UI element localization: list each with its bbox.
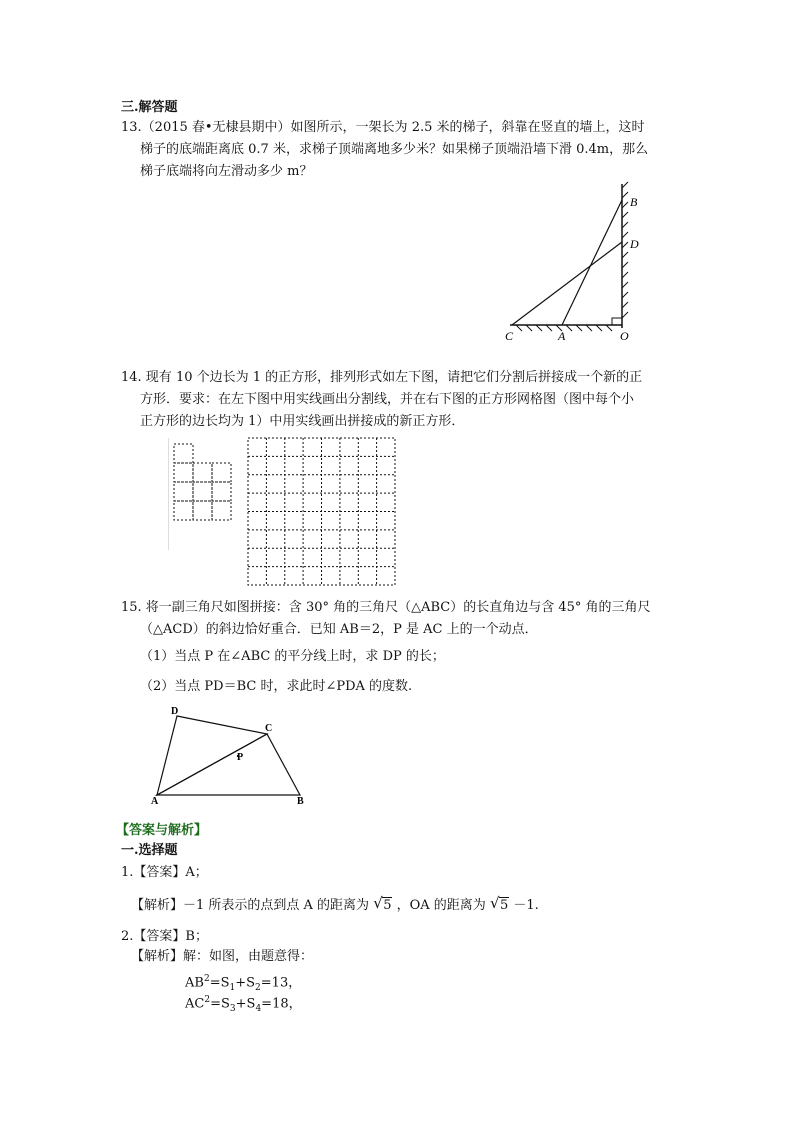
label-A: A (151, 796, 159, 807)
answer1-label: 1.【答案】A； (121, 865, 208, 880)
answers-section1: 一.选择题 (121, 843, 178, 858)
q15-sub2: （2）当点 PD＝BC 时，求此时∠PDA 的度数. (140, 679, 413, 694)
ladder-figure (500, 178, 650, 346)
triangles-figure (145, 700, 320, 810)
answer2-label: 2.【答案】B； (121, 929, 208, 944)
q15-sub1: （1）当点 P 在∠ABC 的平分线上时，求 DP 的长； (140, 649, 445, 664)
answer1-explanation: 【解析】－1 所表示的点到点 A 的距离为 √ 5 ，OA 的距离为 √ 5 －1. (131, 896, 539, 916)
answer2-equation2: $AC^2=S_3+S_4=18$， (185, 995, 302, 1014)
q13-line3: 梯子底端将向左滑动多少 m？ (140, 164, 313, 179)
q13-line1: 13.（2015 春•无棣县期中）如图所示，一架长为 2.5 米的梯子，斜靠在竖直的墙上，这时 (121, 120, 645, 135)
answer2-explanation: 【解析】解：如图，由题意得： (131, 949, 314, 964)
label-D: D (171, 706, 179, 717)
label-C: C (505, 329, 514, 343)
q14-line3: 正方形的边长均为 1）中用实线画出拼接成的新正方形． (140, 414, 465, 429)
label-P: P (237, 752, 244, 763)
label-D: D (630, 237, 639, 251)
answers-heading: 【答案与解析】 (116, 823, 208, 838)
section-heading: 三.解答题 (121, 100, 178, 115)
q15-line2: （△ACD）的斜边恰好重合．已知 AB＝2，P 是 AC 上的一个动点． (140, 622, 538, 637)
grid-figure (246, 436, 398, 588)
answer2-equation1: $AB^2=S_1+S_2=13$， (185, 974, 302, 993)
q13-line2: 梯子的底端距离底 0.7 米，求梯子顶端离地多少米？如果梯子顶端沿墙下滑 0.4m，那么 (140, 142, 649, 157)
label-C: C (265, 723, 273, 734)
label-B: B (630, 195, 638, 209)
sqrt-5-second: √ 5 (489, 894, 509, 913)
sqrt-5: √ 5 (373, 894, 392, 913)
label-O: O (620, 329, 629, 343)
ten-squares-figure (168, 438, 238, 553)
q14-line1: 14. 现有 10 个边长为 1 的正方形，排列形式如左下图，请把它们分割后拼接成一个新的正 (121, 370, 643, 385)
label-B: B (297, 796, 304, 807)
q15-line1: 15. 将一副三角尺如图拼接：含 30° 角的三角尺（△ABC）的长直角边与含 45° 角的三角尺 (121, 600, 651, 615)
label-A: A (558, 329, 566, 343)
q14-line2: 方形．要求：在左下图中用实线画出分割线，并在右下图的正方形网格图（图中每个小 (140, 392, 635, 407)
